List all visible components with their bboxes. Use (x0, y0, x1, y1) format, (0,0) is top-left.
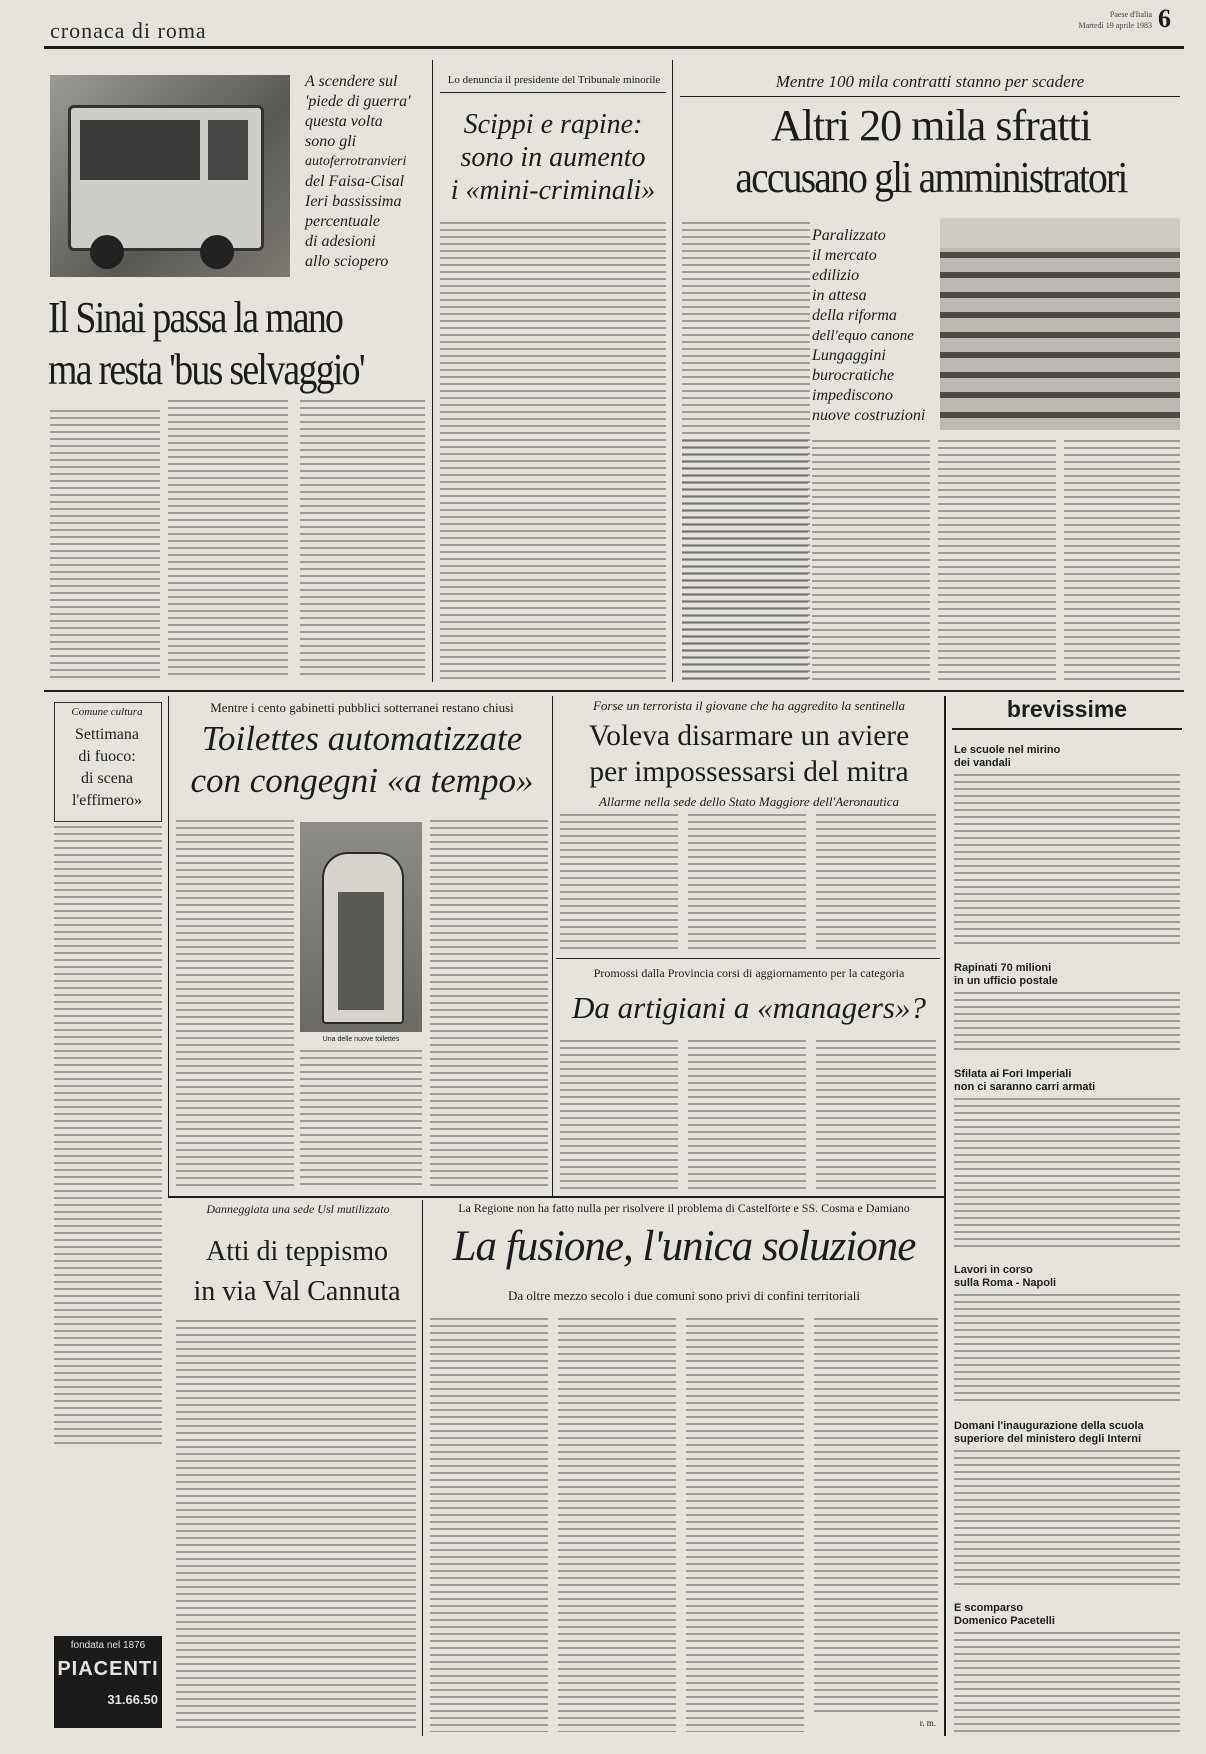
brief-item-title-line: Le scuole nel mirino (954, 744, 1061, 756)
brief-item-title-line: dei vandali (954, 757, 1011, 769)
bus-wheel-icon (90, 235, 124, 269)
brief-title: brevissime (1006, 696, 1128, 722)
brief-title-rule (952, 728, 1182, 730)
toilets-body-col (300, 1050, 422, 1190)
evictions-sidebar-line: della riforma (812, 307, 897, 324)
toilets-body-col (176, 820, 294, 1190)
bus-kicker-line: allo sciopero (305, 253, 389, 270)
culture-label: Comune cultura (71, 706, 143, 718)
brief-item-title (954, 1420, 1182, 1446)
vandalism-headline-line: Atti di teppismo (206, 1236, 388, 1267)
artisans-kicker: Promossi dalla Provincia corsi di aggiornamento per la categoria (593, 966, 905, 980)
brief-col-rule (944, 696, 946, 1736)
brief-item-body (954, 1450, 1180, 1586)
merger-headline: La fusione, l'unica soluzione (452, 1223, 916, 1270)
toilet-door (338, 892, 384, 1010)
vandalism-headline-line: in via Val Cannuta (193, 1276, 401, 1307)
brief-item-title (954, 962, 1182, 988)
airman-body-col (688, 814, 806, 954)
crime-headline (436, 108, 670, 207)
page-number: 6 (1158, 4, 1171, 33)
evictions-sidebar-line: in attesa (812, 287, 867, 304)
artisans-body-col (688, 1040, 806, 1190)
bus-kicker-line: questa volta (305, 113, 383, 130)
evictions-headline-line: accusano gli amministratori (735, 153, 1127, 202)
bus-kicker-line: autoferrotranvieri (305, 154, 407, 169)
culture-headline (54, 724, 160, 812)
brief-item-title-line: Domani l'inaugurazione della scuola (954, 1420, 1144, 1432)
airman-headline-line: per impossessarsi del mitra (589, 755, 909, 788)
evictions-body-col (812, 440, 930, 680)
crime-headline-line: sono in aumento (460, 142, 646, 173)
bus-windshield (80, 120, 200, 180)
airman-bottom-rule (556, 958, 940, 959)
brief-item-body (954, 774, 1180, 944)
bus-kicker-line: percentuale (305, 213, 380, 230)
culture-headline-line: di scena (81, 770, 133, 787)
merger-body-col (686, 1318, 804, 1732)
evictions-body-col (938, 440, 1056, 680)
airman-body-col (560, 814, 678, 954)
evictions-sidebar-line: il mercato (812, 247, 877, 264)
evictions-sidebar-line: burocratiche (812, 367, 895, 384)
bus-kicker-line: di adesioni (305, 233, 376, 250)
brief-item-title-line: in un ufficio postale (954, 975, 1058, 987)
bus-kicker-line: del Faisa-Cisal (305, 173, 405, 190)
bus-kicker-line: Ieri bassissima (305, 193, 402, 210)
evictions-headline-line: Altri 20 mila sfratti (771, 101, 1091, 150)
culture-headline-line: Settimana (75, 726, 139, 743)
evictions-sidebar-line: nuove costruzioni (812, 407, 926, 424)
mid-col-rule-2 (552, 696, 553, 1196)
crime-headline-line: i «mini-criminali» (450, 175, 656, 206)
top-row-bottom-rule (44, 690, 1184, 692)
evictions-sidebar-line: dell'equo canone (812, 328, 914, 344)
crime-kicker-rule (440, 92, 666, 93)
bus-photo (50, 75, 290, 277)
toilets-kicker: Mentre i cento gabinetti pubblici sotterranei restano chiusi (210, 700, 514, 715)
masthead-rule (44, 46, 1184, 49)
issue-date: Martedì 19 aprile 1983 (1078, 21, 1152, 30)
brief-item-title-line: superiore del ministero degli Interni (954, 1433, 1142, 1445)
artisans-body-col (816, 1040, 936, 1190)
advert-tagline: fondata nel 1876 (70, 1640, 146, 1651)
sky-area (940, 218, 1180, 248)
merger-signature: r. m. (919, 1718, 936, 1728)
toilet-photo-caption: Una delle nuove toilettes (322, 1036, 400, 1043)
toilets-body-col (430, 820, 548, 1190)
vandalism-headline (172, 1232, 422, 1312)
evictions-sidebar-line: impediscono (812, 387, 893, 404)
evictions-body-col (682, 440, 808, 680)
toilets-headline-line: Toilettes automatizzate (201, 719, 523, 758)
brief-item-title (954, 744, 1182, 770)
toilets-headline (176, 718, 548, 802)
airman-kicker: Forse un terrorista il giovane che ha aggredito la sentinella (592, 698, 906, 713)
merger-body-col (814, 1318, 938, 1714)
merger-body-col (558, 1318, 676, 1732)
crime-kicker: Lo denuncia il presidente del Tribunale minorile (447, 74, 661, 86)
mid-col-rule-1 (168, 696, 169, 1196)
brief-item-title (954, 1068, 1182, 1094)
brief-item-title-line: Sfilata ai Fori Imperiali (954, 1068, 1072, 1080)
paper-name: Paese d'Italia (1109, 10, 1152, 19)
brief-item-title (954, 1602, 1182, 1628)
artisans-headline: Da artigiani a «managers»? (572, 990, 926, 1025)
evictions-sidebar-line: edilizio (812, 267, 860, 284)
bus-body-col (168, 400, 288, 680)
bus-body-col (300, 400, 425, 680)
crime-headline-line: Scippi e rapine: (463, 109, 643, 140)
col-rule-2 (672, 60, 673, 682)
evictions-sidebar (812, 226, 937, 426)
culture-body (54, 826, 162, 1446)
airman-headline (556, 718, 942, 790)
brief-item-body (954, 992, 1180, 1054)
evictions-headline (676, 100, 1186, 204)
bus-kicker (305, 72, 430, 272)
bus-headline (48, 292, 432, 396)
merger-subhead: Da oltre mezzo secolo i due comuni sono privi di confini territoriali (508, 1288, 860, 1303)
merger-body-col (430, 1318, 548, 1732)
culture-headline-line: di fuoco: (78, 748, 136, 765)
brief-item-title (954, 1264, 1182, 1290)
artisans-body-col (560, 1040, 678, 1190)
bus-headline-line: Il Sinai passa la mano (48, 293, 343, 342)
vandalism-body (176, 1320, 416, 1732)
bus-wheel-icon (200, 235, 234, 269)
bus-kicker-line: sono gli (305, 133, 357, 150)
evictions-sidebar-line: Paralizzato (812, 227, 886, 244)
bottom-col-rule (422, 1200, 423, 1736)
col-rule-1 (432, 60, 433, 682)
bus-kicker-line: 'piede di guerra' (305, 93, 411, 110)
toilet-photo (300, 822, 422, 1032)
buildings-photo (940, 218, 1180, 430)
brief-item-title-line: Lavori in corso (954, 1264, 1033, 1276)
evictions-kicker-rule (680, 96, 1180, 97)
evictions-body-col (1064, 440, 1180, 680)
evictions-sidebar-line: Lungaggini (812, 347, 886, 364)
airman-headline-line: Voleva disarmare un aviere (588, 719, 910, 752)
brief-item-title-line: Domenico Pacetelli (954, 1615, 1055, 1627)
bottom-row-top-rule (168, 1196, 944, 1198)
advert-brand: PIACENTI (57, 1658, 159, 1680)
brief-item-title-line: non ci saranno carri armati (954, 1081, 1096, 1093)
vandalism-kicker: Danneggiata una sede Usl mutilizzato (206, 1202, 390, 1216)
bus-body-col (50, 410, 160, 680)
advert-phone: 31.66.50 (107, 1692, 158, 1707)
bus-kicker-line: A scendere sul (305, 73, 398, 90)
brief-item-body (954, 1294, 1180, 1404)
brief-item-body (954, 1632, 1180, 1732)
airman-subhead: Allarme nella sede dello Stato Maggiore dell'Aeronautica (598, 794, 900, 809)
brief-item-body (954, 1098, 1180, 1248)
crime-body (440, 222, 666, 680)
section-title: cronaca di roma (50, 18, 207, 43)
brief-item-title-line: sulla Roma - Napoli (954, 1277, 1057, 1289)
piacenti-advert (54, 1636, 162, 1728)
evictions-kicker: Mentre 100 mila contratti stanno per scadere (775, 72, 1085, 91)
toilets-headline-line: con congegni «a tempo» (190, 761, 534, 800)
bus-side-window (208, 120, 248, 180)
culture-headline-line: l'effimero» (71, 792, 143, 809)
brief-item-title-line: E scomparso (954, 1602, 1024, 1614)
airman-body-col (816, 814, 936, 954)
bus-headline-line: ma resta 'bus selvaggio' (48, 345, 364, 394)
merger-kicker: La Regione non ha fatto nulla per risolvere il problema di Castelforte e SS. Cosma e Damiano (458, 1201, 910, 1215)
brief-item-title-line: Rapinati 70 milioni (954, 962, 1052, 974)
